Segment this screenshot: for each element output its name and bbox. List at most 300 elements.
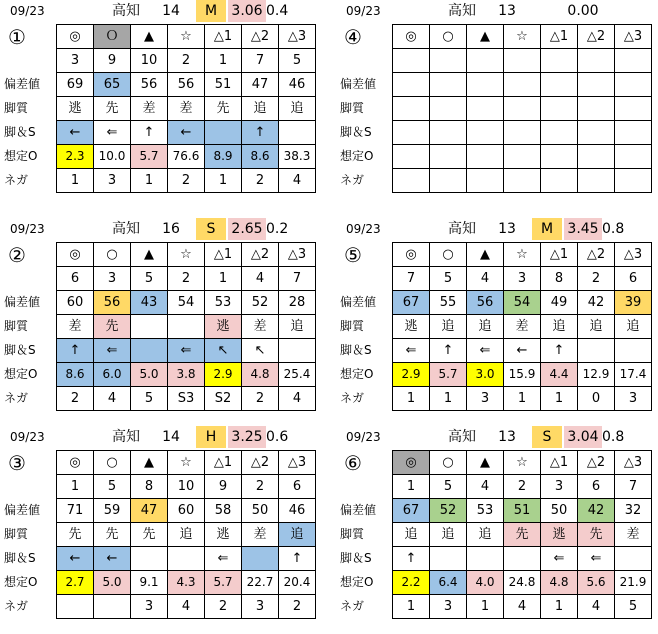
cell-marks: Ｏ xyxy=(94,25,131,49)
cell-nums: 7 xyxy=(279,267,316,291)
cell-neg xyxy=(578,169,615,193)
cell-odds: 20.4 xyxy=(279,571,316,595)
cell-odds: 8.6 xyxy=(242,145,279,169)
cell-nums: 5 xyxy=(131,267,168,291)
cell-neg: 4 xyxy=(504,595,541,619)
cell-nums: 5 xyxy=(279,49,316,73)
race-panel-p6 xyxy=(336,426,658,634)
grid-row-speed xyxy=(57,121,316,145)
cell-neg: 4 xyxy=(168,595,205,619)
cell-style: 先 xyxy=(504,523,541,547)
grid-row-style xyxy=(57,523,316,547)
cell-dev: 65 xyxy=(94,73,131,97)
cell-dev: 42 xyxy=(578,499,615,523)
grid-row-neg xyxy=(393,169,652,193)
cell-neg xyxy=(541,169,578,193)
cell-neg: 2 xyxy=(242,169,279,193)
race-date: 09/23 xyxy=(10,430,45,444)
race-date: 09/23 xyxy=(10,4,45,18)
cell-speed: ↑ xyxy=(541,339,578,363)
grid-row-marks xyxy=(57,243,316,267)
cell-dev: 51 xyxy=(504,499,541,523)
cell-dev: 32 xyxy=(615,499,652,523)
prediction-grid xyxy=(56,242,316,411)
row-label: ネガ xyxy=(4,391,29,405)
race-number: 13 xyxy=(498,3,516,19)
race-date: 09/23 xyxy=(346,430,381,444)
cell-nums: 1 xyxy=(205,267,242,291)
race-date: 09/23 xyxy=(346,4,381,18)
cell-speed: ↖ xyxy=(242,339,279,363)
cell-speed xyxy=(615,339,652,363)
cell-dev: 56 xyxy=(94,291,131,315)
cell-speed: ⇐ xyxy=(205,547,242,571)
cell-speed: ↖ xyxy=(205,339,242,363)
cell-style: 追 xyxy=(279,97,316,121)
cell-style: 追 xyxy=(467,523,504,547)
cell-style: 先 xyxy=(94,97,131,121)
row-label: 脚＆S xyxy=(340,125,372,139)
cell-speed xyxy=(541,121,578,145)
cell-nums: 4 xyxy=(467,475,504,499)
panel-number: ② xyxy=(8,243,26,267)
cell-style xyxy=(504,97,541,121)
cell-marks: ◎ xyxy=(57,243,94,267)
race-panel-p3 xyxy=(0,426,322,634)
cell-neg: 3 xyxy=(131,595,168,619)
cell-dev: 46 xyxy=(279,499,316,523)
cell-dev: 51 xyxy=(205,73,242,97)
cell-nums: 6 xyxy=(57,267,94,291)
cell-marks: ◎ xyxy=(393,451,430,475)
cell-marks: △2 xyxy=(242,451,279,475)
prediction-grid xyxy=(392,242,652,411)
cell-odds: 2.9 xyxy=(205,363,242,387)
cell-odds: 25.4 xyxy=(279,363,316,387)
cell-style xyxy=(615,97,652,121)
race-class-badge: S xyxy=(196,218,226,240)
cell-odds: 2.2 xyxy=(393,571,430,595)
cell-nums: 1 xyxy=(205,49,242,73)
cell-odds: 5.0 xyxy=(94,571,131,595)
cell-style: 先 xyxy=(94,315,131,339)
cell-speed: ← xyxy=(57,121,94,145)
cell-marks: ☆ xyxy=(504,243,541,267)
cell-neg: S3 xyxy=(168,387,205,411)
cell-speed xyxy=(131,339,168,363)
cell-marks: △3 xyxy=(615,451,652,475)
cell-odds: 21.9 xyxy=(615,571,652,595)
grid-row-odds xyxy=(57,571,316,595)
race-number: 14 xyxy=(162,3,180,19)
row-label: 脚質 xyxy=(340,101,365,115)
row-label: 想定O xyxy=(4,367,38,381)
grid-row-style xyxy=(393,523,652,547)
cell-speed xyxy=(467,547,504,571)
cell-neg: 4 xyxy=(279,387,316,411)
cell-odds: 2.3 xyxy=(57,145,94,169)
cell-speed: ⇐ xyxy=(541,547,578,571)
cell-nums: 7 xyxy=(615,475,652,499)
race-class-badge: H xyxy=(196,426,226,448)
cell-marks: △2 xyxy=(578,243,615,267)
cell-speed xyxy=(205,121,242,145)
panel-number: ③ xyxy=(8,451,26,475)
cell-neg: 1 xyxy=(393,387,430,411)
cell-nums: 3 xyxy=(504,267,541,291)
cell-style xyxy=(168,315,205,339)
row-label: 脚質 xyxy=(340,527,365,541)
row-label: 想定O xyxy=(4,149,38,163)
cell-dev: 56 xyxy=(467,291,504,315)
cell-odds: 5.7 xyxy=(205,571,242,595)
cell-odds: 24.8 xyxy=(504,571,541,595)
cell-neg: 1 xyxy=(205,169,242,193)
grid-row-nums xyxy=(393,475,652,499)
grid-row-speed xyxy=(57,547,316,571)
cell-style: 差 xyxy=(242,315,279,339)
cell-nums: 9 xyxy=(94,49,131,73)
cell-speed: ← xyxy=(168,121,205,145)
cell-marks: △3 xyxy=(279,25,316,49)
cell-odds xyxy=(504,145,541,169)
row-labels xyxy=(336,72,392,192)
cell-marks: ▲ xyxy=(131,451,168,475)
grid-row-style xyxy=(57,97,316,121)
cell-dev: 46 xyxy=(279,73,316,97)
cell-dev: 69 xyxy=(57,73,94,97)
cell-style: 逃 xyxy=(541,523,578,547)
race-date: 09/23 xyxy=(346,222,381,236)
race-class-badge: M xyxy=(196,0,226,22)
grid-row-marks xyxy=(393,243,652,267)
row-label: 想定O xyxy=(340,367,374,381)
cell-dev: 49 xyxy=(541,291,578,315)
cell-dev: 56 xyxy=(168,73,205,97)
cell-style: 追 xyxy=(279,315,316,339)
cell-style: 差 xyxy=(57,315,94,339)
cell-nums: 8 xyxy=(541,267,578,291)
row-labels xyxy=(0,72,56,192)
cell-dev xyxy=(393,73,430,97)
cell-speed xyxy=(242,547,279,571)
cell-odds xyxy=(467,145,504,169)
cell-odds: 76.6 xyxy=(168,145,205,169)
cell-speed xyxy=(279,339,316,363)
cell-neg xyxy=(393,169,430,193)
value-badge: 3.06 xyxy=(228,0,266,22)
cell-marks: △2 xyxy=(242,243,279,267)
cell-dev: 58 xyxy=(205,499,242,523)
cell-speed: ↑ xyxy=(242,121,279,145)
cell-neg: 1 xyxy=(393,595,430,619)
cell-dev: 67 xyxy=(393,499,430,523)
cell-speed: ⇐ xyxy=(94,339,131,363)
cell-speed xyxy=(131,547,168,571)
grid-row-nums xyxy=(57,475,316,499)
cell-dev xyxy=(430,73,467,97)
cell-style: 追 xyxy=(541,315,578,339)
cell-style: 追 xyxy=(242,97,279,121)
cell-neg: 3 xyxy=(94,169,131,193)
cell-nums: 3 xyxy=(94,267,131,291)
venue-name: 高知 xyxy=(112,429,140,445)
grid-row-dev xyxy=(57,499,316,523)
grid-row-neg xyxy=(57,387,316,411)
cell-style: 差 xyxy=(615,523,652,547)
grid-row-neg xyxy=(57,169,316,193)
grid-row-nums xyxy=(393,267,652,291)
cell-marks: △1 xyxy=(205,25,242,49)
cell-dev: 53 xyxy=(467,499,504,523)
cell-marks: ○ xyxy=(430,451,467,475)
cell-neg: 4 xyxy=(578,595,615,619)
cell-odds: 8.9 xyxy=(205,145,242,169)
cell-style xyxy=(393,97,430,121)
cell-style: 差 xyxy=(242,523,279,547)
cell-marks: ○ xyxy=(430,243,467,267)
race-class-badge: S xyxy=(532,426,562,448)
row-labels xyxy=(0,498,56,618)
cell-odds: 5.6 xyxy=(578,571,615,595)
cell-dev: 55 xyxy=(430,291,467,315)
grid-row-odds xyxy=(57,145,316,169)
panel-header xyxy=(336,0,658,22)
cell-neg xyxy=(430,169,467,193)
grid-row-style xyxy=(393,315,652,339)
grid-row-nums xyxy=(57,49,316,73)
cell-style: 先 xyxy=(578,523,615,547)
cell-neg: 3 xyxy=(430,595,467,619)
value-secondary: 0.8 xyxy=(602,429,625,445)
cell-nums: 2 xyxy=(504,475,541,499)
cell-speed: ⇐ xyxy=(393,339,430,363)
cell-odds: 4.0 xyxy=(467,571,504,595)
value-badge: 2.65 xyxy=(228,218,266,240)
cell-dev: 71 xyxy=(57,499,94,523)
cell-speed xyxy=(168,547,205,571)
row-label: 偏差値 xyxy=(340,295,377,309)
cell-dev: 50 xyxy=(541,499,578,523)
cell-style: 逃 xyxy=(205,523,242,547)
row-labels xyxy=(336,290,392,410)
cell-nums: 4 xyxy=(467,267,504,291)
cell-dev: 56 xyxy=(131,73,168,97)
cell-neg: 2 xyxy=(57,387,94,411)
prediction-grid xyxy=(56,24,316,193)
cell-nums: 6 xyxy=(578,475,615,499)
row-label: ネガ xyxy=(340,173,365,187)
cell-neg: 1 xyxy=(541,595,578,619)
grid-row-dev xyxy=(57,291,316,315)
cell-odds: 8.6 xyxy=(57,363,94,387)
row-label: 想定O xyxy=(4,575,38,589)
cell-nums: 7 xyxy=(242,49,279,73)
cell-marks: △2 xyxy=(578,451,615,475)
cell-nums: 9 xyxy=(205,475,242,499)
row-label: 偏差値 xyxy=(4,503,41,517)
cell-neg: 1 xyxy=(541,387,578,411)
cell-odds xyxy=(430,145,467,169)
grid-row-speed xyxy=(393,339,652,363)
row-label: ネガ xyxy=(4,599,29,613)
cell-nums xyxy=(541,49,578,73)
cell-odds: 5.0 xyxy=(131,363,168,387)
cell-odds: 38.3 xyxy=(279,145,316,169)
cell-nums: 7 xyxy=(393,267,430,291)
cell-style: 先 xyxy=(94,523,131,547)
value-secondary: 0.2 xyxy=(266,221,289,237)
cell-dev: 54 xyxy=(168,291,205,315)
cell-speed: ↑ xyxy=(279,547,316,571)
cell-style: 差 xyxy=(504,315,541,339)
cell-speed: ↑ xyxy=(430,339,467,363)
grid-row-odds xyxy=(393,145,652,169)
cell-marks: ▲ xyxy=(131,25,168,49)
cell-odds xyxy=(615,145,652,169)
cell-style xyxy=(467,97,504,121)
value-badge: 3.25 xyxy=(228,426,266,448)
cell-style: 追 xyxy=(168,523,205,547)
value-badge: 3.45 xyxy=(564,218,602,240)
row-label: 脚＆S xyxy=(4,343,36,357)
cell-dev xyxy=(467,73,504,97)
grid-row-dev xyxy=(393,291,652,315)
value-secondary: 0.8 xyxy=(602,221,625,237)
cell-nums: 6 xyxy=(279,475,316,499)
cell-nums: 3 xyxy=(57,49,94,73)
cell-speed xyxy=(279,121,316,145)
cell-nums xyxy=(393,49,430,73)
cell-nums: 6 xyxy=(615,267,652,291)
cell-odds: 15.9 xyxy=(504,363,541,387)
venue-name: 高知 xyxy=(448,429,476,445)
cell-speed xyxy=(467,121,504,145)
cell-marks: ◎ xyxy=(57,25,94,49)
cell-marks: △1 xyxy=(205,451,242,475)
cell-odds: 6.0 xyxy=(94,363,131,387)
cell-nums: 10 xyxy=(131,49,168,73)
cell-speed xyxy=(430,547,467,571)
grid-row-nums xyxy=(393,49,652,73)
grid-row-neg xyxy=(393,595,652,619)
cell-neg xyxy=(615,169,652,193)
cell-style: 先 xyxy=(205,97,242,121)
cell-odds: 10.0 xyxy=(94,145,131,169)
panel-header xyxy=(336,426,658,448)
grid-row-speed xyxy=(393,547,652,571)
cell-speed xyxy=(578,121,615,145)
cell-dev: 47 xyxy=(242,73,279,97)
row-label: 想定O xyxy=(340,149,374,163)
cell-dev: 42 xyxy=(578,291,615,315)
cell-nums: 8 xyxy=(131,475,168,499)
cell-nums xyxy=(578,49,615,73)
cell-speed: ⇐ xyxy=(94,121,131,145)
race-number: 14 xyxy=(162,429,180,445)
cell-speed xyxy=(504,121,541,145)
venue-name: 高知 xyxy=(112,3,140,19)
cell-nums: 1 xyxy=(393,475,430,499)
race-date: 09/23 xyxy=(10,222,45,236)
cell-neg: 1 xyxy=(57,169,94,193)
grid-row-odds xyxy=(57,363,316,387)
cell-odds: 4.8 xyxy=(541,571,578,595)
cell-nums xyxy=(615,49,652,73)
cell-speed: ← xyxy=(94,547,131,571)
cell-nums: 4 xyxy=(242,267,279,291)
cell-marks: △3 xyxy=(279,243,316,267)
cell-dev xyxy=(615,73,652,97)
cell-dev: 53 xyxy=(205,291,242,315)
cell-nums: 1 xyxy=(57,475,94,499)
cell-nums: 10 xyxy=(168,475,205,499)
cell-speed: ← xyxy=(504,339,541,363)
cell-style: 先 xyxy=(57,523,94,547)
cell-speed: ↑ xyxy=(57,339,94,363)
venue-name: 高知 xyxy=(112,221,140,237)
cell-dev: 54 xyxy=(504,291,541,315)
cell-nums xyxy=(430,49,467,73)
panel-header xyxy=(336,218,658,240)
cell-marks: ☆ xyxy=(504,25,541,49)
cell-neg: 2 xyxy=(279,595,316,619)
grid-row-marks xyxy=(57,451,316,475)
grid-row-marks xyxy=(393,451,652,475)
cell-neg: 1 xyxy=(131,169,168,193)
cell-dev xyxy=(578,73,615,97)
race-panel-p4 xyxy=(336,0,658,208)
cell-marks: ◎ xyxy=(57,451,94,475)
cell-style xyxy=(131,315,168,339)
cell-speed: ↑ xyxy=(393,547,430,571)
cell-dev: 67 xyxy=(393,291,430,315)
value-secondary: 0.6 xyxy=(266,429,289,445)
cell-neg xyxy=(467,169,504,193)
cell-neg: 1 xyxy=(504,387,541,411)
cell-style: 追 xyxy=(578,315,615,339)
cell-odds: 3.0 xyxy=(467,363,504,387)
cell-style: 追 xyxy=(430,315,467,339)
cell-marks: ▲ xyxy=(467,25,504,49)
cell-neg: 4 xyxy=(94,387,131,411)
panel-header xyxy=(0,0,322,22)
grid-row-marks xyxy=(393,25,652,49)
cell-marks: ◎ xyxy=(393,243,430,267)
cell-dev xyxy=(541,73,578,97)
panel-number: ④ xyxy=(344,25,362,49)
cell-marks: △1 xyxy=(541,25,578,49)
grid-row-speed xyxy=(393,121,652,145)
cell-neg: 1 xyxy=(430,387,467,411)
cell-nums xyxy=(504,49,541,73)
row-label: 偏差値 xyxy=(340,503,377,517)
row-label: ネガ xyxy=(340,391,365,405)
cell-odds: 22.7 xyxy=(242,571,279,595)
row-label: 脚＆S xyxy=(340,343,372,357)
cell-dev: 59 xyxy=(94,499,131,523)
cell-marks: ○ xyxy=(430,25,467,49)
row-label: 脚質 xyxy=(340,319,365,333)
grid-row-neg xyxy=(57,595,316,619)
cell-marks: ○ xyxy=(94,451,131,475)
cell-odds: 5.7 xyxy=(131,145,168,169)
cell-speed xyxy=(615,547,652,571)
cell-neg: 5 xyxy=(131,387,168,411)
grid-row-dev xyxy=(393,73,652,97)
cell-marks: ☆ xyxy=(168,25,205,49)
cell-marks: ▲ xyxy=(467,243,504,267)
